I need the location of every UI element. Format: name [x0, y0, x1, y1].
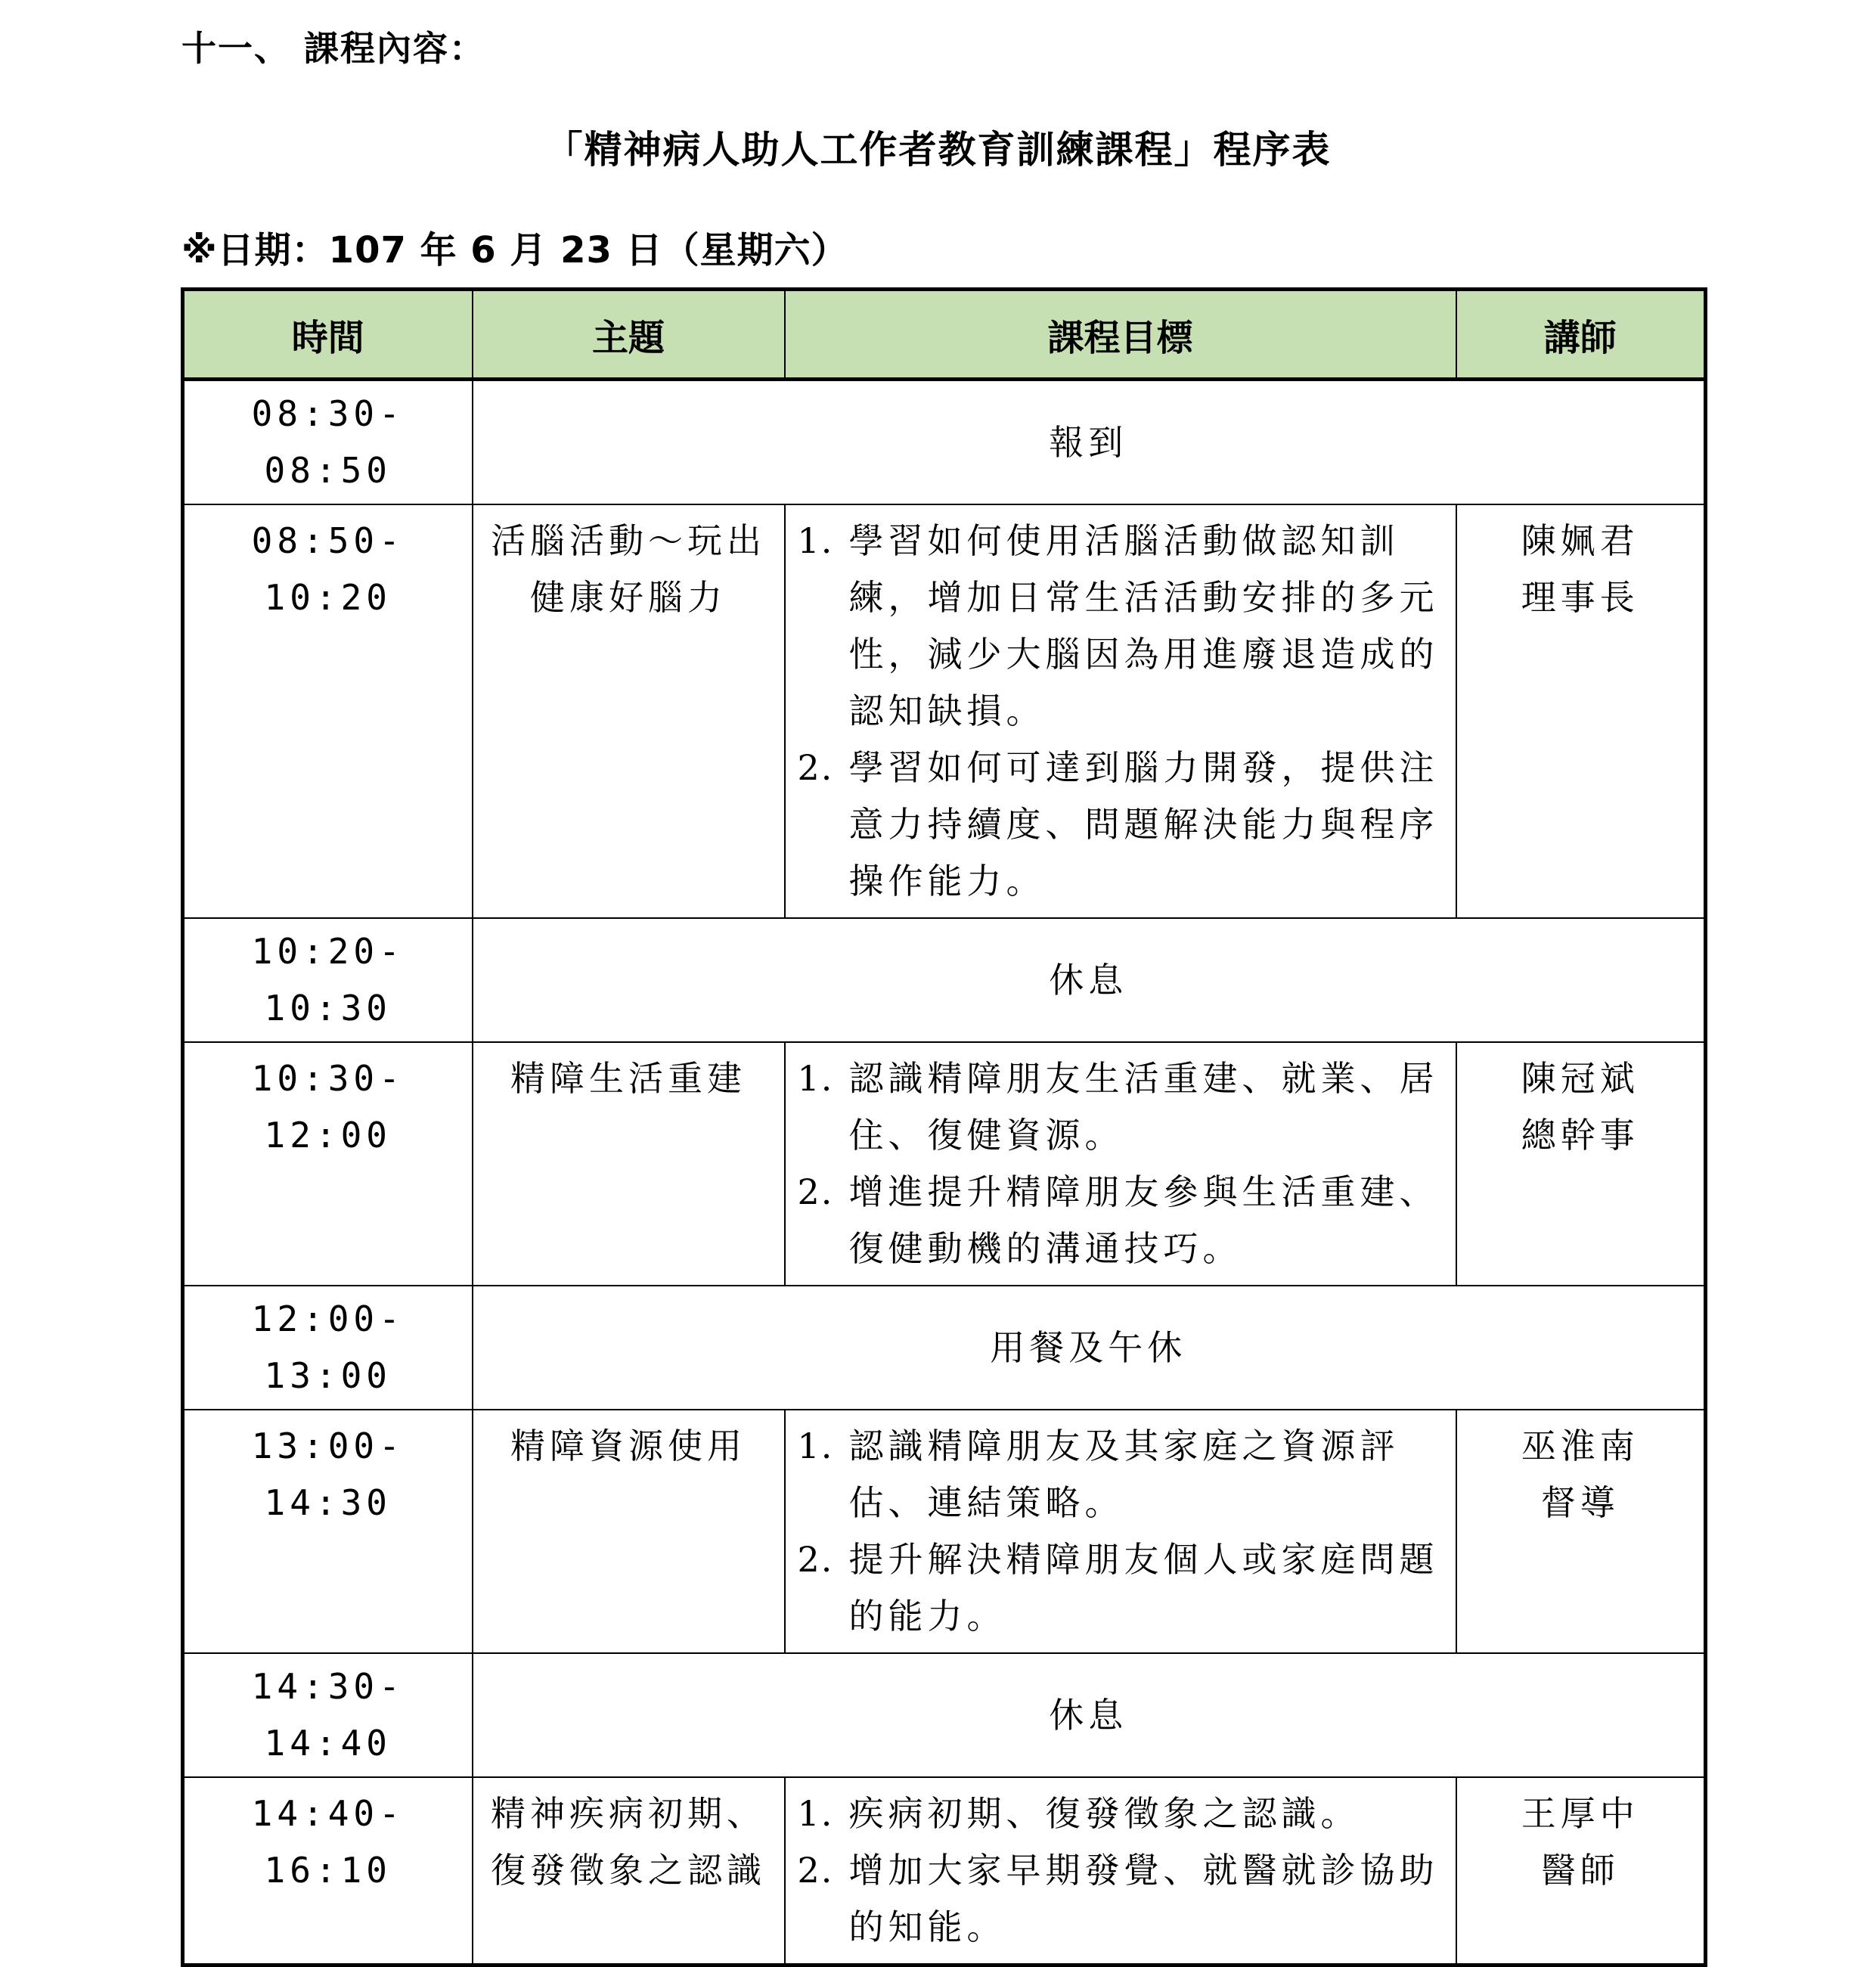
teacher-title: 醫師	[1540, 1850, 1620, 1891]
time-cell: 14:40-16:10	[183, 1777, 473, 1965]
goal-number: 1.	[797, 1793, 834, 1834]
topic-cell: 精障資源使用	[473, 1410, 785, 1653]
table-row	[183, 380, 1706, 505]
topic-cell: 活腦活動～玩出健康好腦力	[473, 504, 785, 918]
teacher-cell	[1456, 1042, 1706, 1286]
teacher-cell	[1456, 1410, 1706, 1653]
time-cell: 10:20-10:30	[183, 918, 473, 1042]
goals-cell	[785, 1042, 1456, 1286]
table-row	[183, 1286, 1706, 1410]
goal-number: 1.	[797, 1426, 834, 1466]
section-heading: 十一、 課程內容：	[181, 28, 486, 69]
goals-cell	[785, 504, 1456, 918]
goal-number: 2.	[797, 1850, 834, 1891]
goal-item	[798, 1418, 1443, 1531]
goal-text: 增進提升精障朋友參與生活重建、復健動機的溝通技巧。	[848, 1171, 1439, 1269]
break-cell: 用餐及午休	[473, 1286, 1706, 1410]
goals-list	[798, 1418, 1443, 1645]
header-teacher: 講師	[1456, 290, 1706, 380]
teacher-cell	[1456, 1777, 1706, 1965]
document-title: 「精神病人助人工作者教育訓練課程」程序表	[544, 128, 1332, 172]
topic-cell: 精神疾病初期、復發徵象之認識	[473, 1777, 785, 1965]
teacher-title: 督導	[1540, 1482, 1620, 1523]
teacher-name: 陳姵君	[1521, 520, 1639, 561]
table-row	[183, 918, 1706, 1042]
goal-text: 提升解決精障朋友個人或家庭問題的能力。	[848, 1539, 1439, 1637]
goal-number: 2.	[797, 747, 834, 788]
topic-cell: 精障生活重建	[473, 1042, 785, 1286]
break-cell: 報到	[473, 380, 1706, 505]
goal-item	[798, 513, 1443, 740]
goal-text: 學習如何可達到腦力開發，提供注意力持續度、問題解決能力與程序操作能力。	[848, 747, 1439, 901]
goal-item	[798, 1842, 1443, 1956]
goal-number: 1.	[797, 520, 834, 561]
goal-item	[798, 1786, 1443, 1842]
table-row	[183, 504, 1706, 918]
date-line: ※日期：107 年 6 月 23 日（星期六）	[181, 229, 848, 271]
header-goals: 課程目標	[785, 290, 1456, 380]
table-row	[183, 1410, 1706, 1653]
teacher-cell	[1456, 504, 1706, 918]
goal-number: 1.	[797, 1058, 834, 1099]
goals-list	[798, 513, 1443, 910]
teacher-title: 總幹事	[1521, 1115, 1639, 1156]
teacher-title: 理事長	[1521, 577, 1639, 618]
goal-item	[798, 740, 1443, 910]
teacher-name: 王厚中	[1521, 1793, 1639, 1834]
goal-text: 疾病初期、復發徵象之認識。	[848, 1793, 1360, 1834]
goal-item	[798, 1164, 1443, 1277]
goal-text: 認識精障朋友生活重建、就業、居住、復健資源。	[848, 1058, 1439, 1156]
break-cell: 休息	[473, 1653, 1706, 1777]
header-topic: 主題	[473, 290, 785, 380]
break-cell: 休息	[473, 918, 1706, 1042]
time-cell: 13:00-14:30	[183, 1410, 473, 1653]
time-cell: 08:30-08:50	[183, 380, 473, 505]
time-cell: 12:00-13:00	[183, 1286, 473, 1410]
header-time: 時間	[183, 290, 473, 380]
time-cell: 08:50-10:20	[183, 504, 473, 918]
goal-text: 增加大家早期發覺、就醫就診協助的知能。	[848, 1850, 1439, 1947]
teacher-name: 陳冠斌	[1521, 1058, 1639, 1099]
table-row	[183, 1042, 1706, 1286]
goals-cell	[785, 1410, 1456, 1653]
time-cell: 10:30-12:00	[183, 1042, 473, 1286]
goals-list	[798, 1050, 1443, 1277]
goals-cell	[785, 1777, 1456, 1965]
teacher-name: 巫淮南	[1521, 1426, 1639, 1466]
goal-text: 認識精障朋友及其家庭之資源評估、連結策略。	[848, 1426, 1400, 1523]
goal-number: 2.	[797, 1171, 834, 1212]
table-header-row	[183, 290, 1706, 380]
goals-list	[798, 1786, 1443, 1956]
time-cell: 14:30-14:40	[183, 1653, 473, 1777]
table-row	[183, 1653, 1706, 1777]
goal-number: 2.	[797, 1539, 834, 1580]
schedule-table	[181, 287, 1707, 1967]
goal-item	[798, 1050, 1443, 1164]
goal-text: 學習如何使用活腦活動做認知訓練，增加日常生活活動安排的多元性，減少大腦因為用進廢退造成的認知缺損。	[848, 520, 1439, 731]
table-row	[183, 1777, 1706, 1965]
goal-item	[798, 1531, 1443, 1645]
